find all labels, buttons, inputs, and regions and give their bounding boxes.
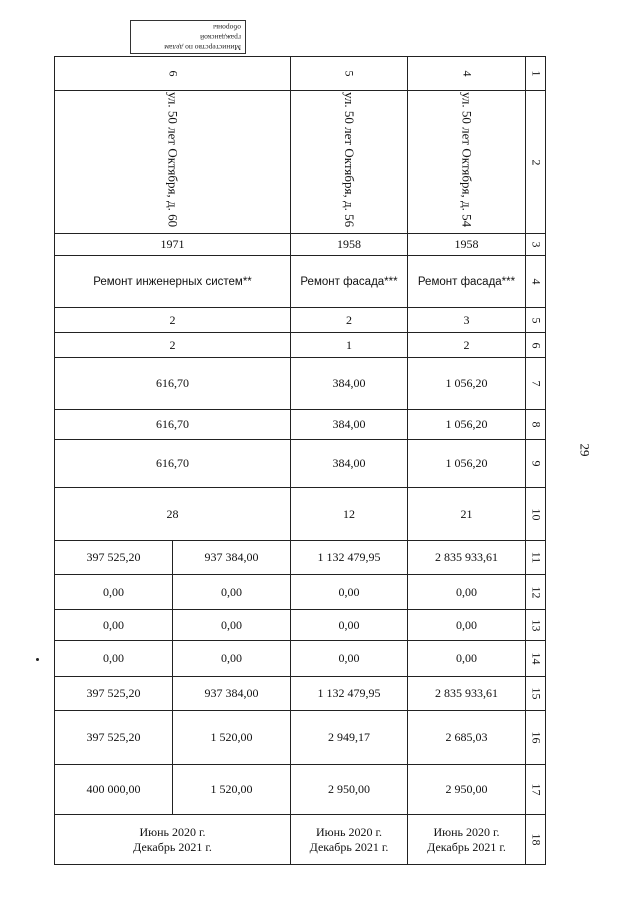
period-end: Декабрь 2021 г. bbox=[427, 839, 506, 854]
period-cell bbox=[291, 815, 408, 865]
table-row bbox=[55, 765, 546, 815]
data-cell: 2 bbox=[291, 308, 408, 333]
data-cell: 397 525,20 bbox=[55, 541, 173, 575]
data-cell: 397 525,20 bbox=[55, 677, 173, 711]
period-start: Июнь 2020 г. bbox=[139, 824, 206, 839]
row-number: 7 bbox=[526, 358, 546, 410]
table-row bbox=[55, 677, 546, 711]
data-cell: 2 950,00 bbox=[408, 765, 526, 815]
table-row bbox=[55, 308, 546, 333]
table-row bbox=[55, 440, 546, 488]
row-number: 2 bbox=[526, 91, 546, 234]
table-row bbox=[55, 541, 546, 575]
table-row bbox=[55, 711, 546, 765]
data-cell: 0,00 bbox=[173, 610, 291, 641]
registration-stamp bbox=[130, 20, 246, 54]
row-number: 5 bbox=[526, 308, 546, 333]
data-cell: 0,00 bbox=[173, 575, 291, 610]
column-number: 5 bbox=[291, 57, 408, 91]
data-cell: 0,00 bbox=[291, 641, 408, 677]
row-number: 17 bbox=[526, 765, 546, 815]
data-cell: 12 bbox=[291, 488, 408, 541]
data-cell: 28 bbox=[55, 488, 291, 541]
data-cell: 1 520,00 bbox=[173, 711, 291, 765]
data-cell: 1 520,00 bbox=[173, 765, 291, 815]
data-cell: 2 bbox=[55, 333, 291, 358]
data-cell: 616,70 bbox=[55, 358, 291, 410]
year-cell: 1971 bbox=[55, 234, 291, 256]
table-row bbox=[55, 256, 546, 308]
row-number: 15 bbox=[526, 677, 546, 711]
data-cell: 2 685,03 bbox=[408, 711, 526, 765]
column-number: 4 bbox=[408, 57, 526, 91]
data-cell: 400 000,00 bbox=[55, 765, 173, 815]
table-row bbox=[55, 488, 546, 541]
data-cell: 21 bbox=[408, 488, 526, 541]
stamp-line: гражданской bbox=[200, 33, 241, 42]
data-cell: 1 056,20 bbox=[408, 410, 526, 440]
data-cell: 0,00 bbox=[408, 641, 526, 677]
data-cell: 0,00 bbox=[55, 641, 173, 677]
row-number: 9 bbox=[526, 440, 546, 488]
data-cell: 3 bbox=[408, 308, 526, 333]
table-row bbox=[55, 610, 546, 641]
row-number: 4 bbox=[526, 256, 546, 308]
row-number: 11 bbox=[526, 541, 546, 575]
data-cell: 616,70 bbox=[55, 440, 291, 488]
data-cell: 1 132 479,95 bbox=[291, 677, 408, 711]
column-number: 6 bbox=[55, 57, 291, 91]
year-cell: 1958 bbox=[408, 234, 526, 256]
row-number: 18 bbox=[526, 815, 546, 865]
row-number: 1 bbox=[526, 57, 546, 91]
table-row bbox=[55, 410, 546, 440]
data-cell: 0,00 bbox=[408, 575, 526, 610]
period-start: Июнь 2020 г. bbox=[315, 824, 383, 839]
data-cell: 384,00 bbox=[291, 358, 408, 410]
period-cell bbox=[55, 815, 291, 865]
table-row bbox=[55, 358, 546, 410]
row-number: 3 bbox=[526, 234, 546, 256]
table-row bbox=[55, 91, 546, 234]
data-cell: 0,00 bbox=[55, 610, 173, 641]
period-end: Декабрь 2021 г. bbox=[309, 839, 389, 854]
data-cell: 0,00 bbox=[55, 575, 173, 610]
table-row bbox=[55, 575, 546, 610]
data-cell: 2 bbox=[408, 333, 526, 358]
stamp-line: обороны bbox=[213, 23, 241, 32]
row-number: 10 bbox=[526, 488, 546, 541]
period-start: Июнь 2020 г. bbox=[433, 824, 500, 839]
page-number: 29 bbox=[577, 443, 593, 457]
stamp-line: Министерство по делам bbox=[164, 43, 241, 52]
stray-dot bbox=[36, 658, 39, 661]
address-cell: ул. 50 лет Октября, д. 60 bbox=[55, 91, 291, 234]
data-cell: 616,70 bbox=[55, 410, 291, 440]
data-cell: 2 bbox=[55, 308, 291, 333]
data-cell: 2 950,00 bbox=[291, 765, 408, 815]
data-cell: 937 384,00 bbox=[173, 677, 291, 711]
row-number: 14 bbox=[526, 641, 546, 677]
row-number: 6 bbox=[526, 333, 546, 358]
data-cell: 1 132 479,95 bbox=[291, 541, 408, 575]
data-cell: 0,00 bbox=[408, 610, 526, 641]
repair-table bbox=[54, 56, 546, 865]
data-cell: 2 835 933,61 bbox=[408, 677, 526, 711]
table-row bbox=[55, 815, 546, 865]
address-cell: ул. 50 лет Октября, д. 54 bbox=[408, 91, 526, 234]
data-cell: 1 bbox=[291, 333, 408, 358]
data-cell: 1 056,20 bbox=[408, 440, 526, 488]
period-end: Декабрь 2021 г. bbox=[133, 839, 212, 854]
data-cell: 0,00 bbox=[173, 641, 291, 677]
data-cell: 2 949,17 bbox=[291, 711, 408, 765]
work-type-cell: Ремонт фасада*** bbox=[408, 256, 526, 308]
work-type-cell: Ремонт фасада*** bbox=[291, 256, 408, 308]
data-cell: 0,00 bbox=[291, 575, 408, 610]
table-row bbox=[55, 57, 546, 91]
row-number: 16 bbox=[526, 711, 546, 765]
year-cell: 1958 bbox=[291, 234, 408, 256]
data-cell: 0,00 bbox=[291, 610, 408, 641]
row-number: 13 bbox=[526, 610, 546, 641]
table-row bbox=[55, 333, 546, 358]
period-cell bbox=[408, 815, 526, 865]
data-cell: 384,00 bbox=[291, 410, 408, 440]
data-cell: 397 525,20 bbox=[55, 711, 173, 765]
table-row bbox=[55, 234, 546, 256]
data-cell: 1 056,20 bbox=[408, 358, 526, 410]
row-number: 12 bbox=[526, 575, 546, 610]
table-row bbox=[55, 641, 546, 677]
work-type-cell: Ремонт инженерных систем** bbox=[55, 256, 291, 308]
data-cell: 937 384,00 bbox=[173, 541, 291, 575]
data-cell: 2 835 933,61 bbox=[408, 541, 526, 575]
row-number: 8 bbox=[526, 410, 546, 440]
address-cell: ул. 50 лет Октября, д. 56 bbox=[291, 91, 408, 234]
data-cell: 384,00 bbox=[291, 440, 408, 488]
